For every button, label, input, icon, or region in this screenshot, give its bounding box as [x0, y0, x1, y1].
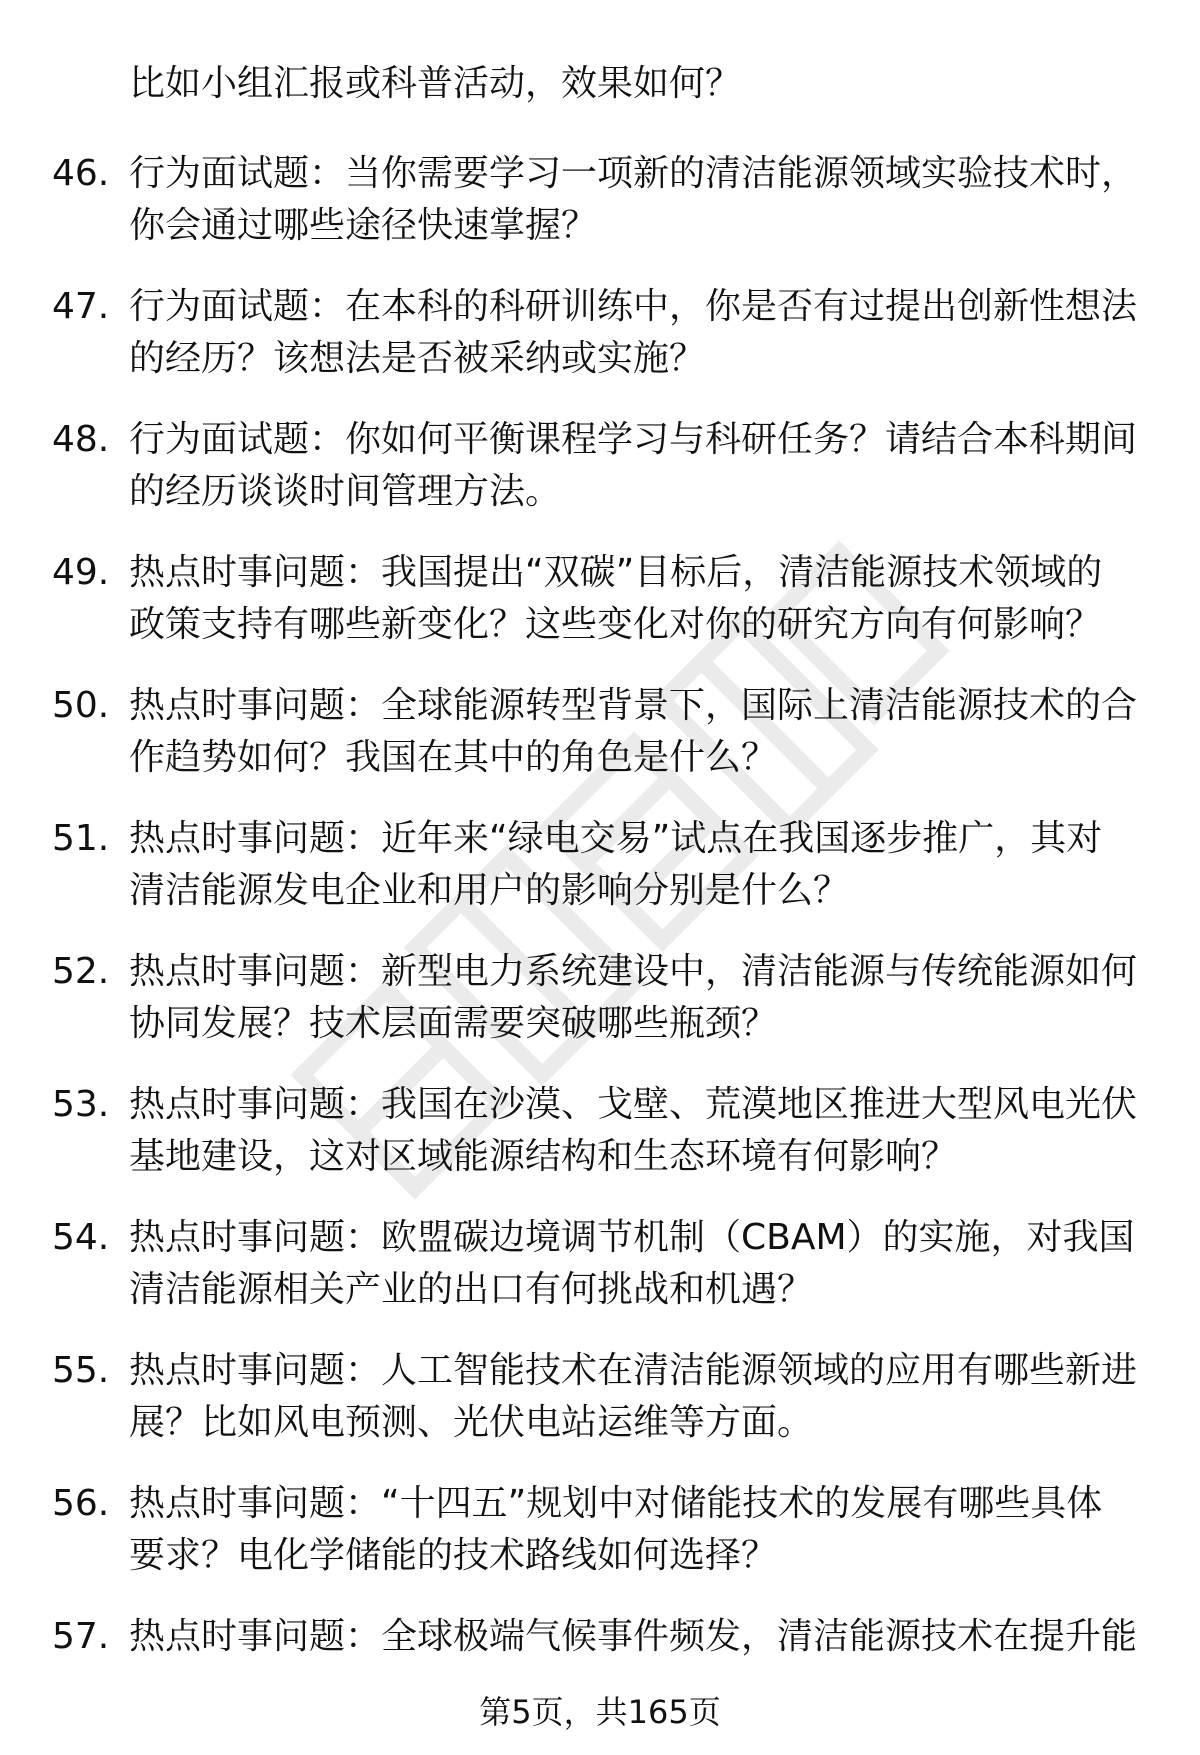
question-number: 48. [52, 419, 110, 460]
list-item [0, 414, 1200, 547]
list-item [0, 813, 1200, 946]
question-text [129, 946, 1139, 1050]
question-text [129, 148, 1139, 252]
list-item [0, 946, 1200, 1079]
question-line: 行为面试题：在本科的科研训练中，你是否有过提出创新性想法 [129, 286, 1138, 327]
list-item [0, 680, 1200, 813]
question-list [0, 148, 1200, 1744]
question-text [129, 1611, 1139, 1663]
question-line: 行为面试题：你如何平衡课程学习与科研任务？请结合本科期间 [129, 419, 1138, 460]
list-item [0, 281, 1200, 414]
question-number: 46. [52, 153, 110, 194]
question-number: 55. [52, 1350, 110, 1391]
question-text [129, 1079, 1139, 1183]
question-line: 你会通过哪些途径快速掌握？ [129, 205, 598, 246]
question-text [129, 1478, 1139, 1582]
list-item [0, 547, 1200, 680]
list-item [0, 1212, 1200, 1345]
question-number: 56. [52, 1483, 110, 1524]
question-number: 47. [52, 286, 110, 327]
question-line: 热点时事问题：全球极端气候事件频发，清洁能源技术在提升能 [129, 1616, 1138, 1657]
question-line: 行为面试题：当你需要学习一项新的清洁能源领域实验技术时， [129, 153, 1138, 194]
question-text [129, 1212, 1139, 1316]
question-text [129, 414, 1139, 518]
list-item [0, 1478, 1200, 1611]
question-number: 54. [52, 1217, 110, 1258]
question-line: 热点时事问题：我国提出“双碳”目标后，清洁能源技术领域的 [129, 552, 1103, 593]
question-line: 热点时事问题：新型电力系统建设中，清洁能源与传统能源如何 [129, 951, 1138, 992]
question-line: 热点时事问题：“十四五”规划中对储能技术的发展有哪些具体 [129, 1483, 1103, 1524]
question-number: 51. [52, 818, 110, 859]
question-line: 的经历？该想法是否被采纳或实施？ [129, 338, 706, 379]
question-line: 要求？电化学储能的技术路线如何选择？ [129, 1535, 778, 1576]
question-line: 热点时事问题：人工智能技术在清洁能源领域的应用有哪些新进 [129, 1350, 1138, 1391]
question-text [129, 813, 1139, 917]
list-item [0, 148, 1200, 281]
list-item [0, 1079, 1200, 1212]
question-text [129, 547, 1139, 651]
question-number: 50. [52, 685, 110, 726]
question-text [129, 680, 1139, 784]
question-line: 热点时事问题：全球能源转型背景下，国际上清洁能源技术的合 [129, 685, 1138, 726]
question-number: 49. [52, 552, 110, 593]
question-line: 展？比如风电预测、光伏电站运维等方面。 [129, 1402, 814, 1443]
question-line: 热点时事问题：近年来“绿电交易”试点在我国逐步推广，其对 [129, 818, 1103, 859]
question-line: 政策支持有哪些新变化？这些变化对你的研究方向有何影响？ [129, 604, 1102, 645]
question-number: 57. [52, 1616, 110, 1657]
question-number: 53. [52, 1084, 110, 1125]
question-line: 热点时事问题：欧盟碳边境调节机制（CBAM）的实施，对我国 [129, 1217, 1135, 1258]
question-text [129, 281, 1139, 385]
question-line: 清洁能源发电企业和用户的影响分别是什么？ [129, 870, 850, 911]
question-line: 基地建设，这对区域能源结构和生态环境有何影响？ [129, 1136, 958, 1177]
question-number: 52. [52, 951, 110, 992]
question-line: 热点时事问题：我国在沙漠、戈壁、荒漠地区推进大型风电光伏 [129, 1084, 1138, 1125]
question-line: 协同发展？技术层面需要突破哪些瓶颈？ [129, 1003, 778, 1044]
question-line: 作趋势如何？我国在其中的角色是什么？ [129, 737, 778, 778]
question-line: 清洁能源相关产业的出口有何挑战和机遇？ [129, 1269, 814, 1310]
page-footer: 第5页，共165页 [479, 1693, 721, 1731]
continuation-text: 比如小组汇报或科普活动，效果如何？ [129, 63, 742, 104]
question-line: 的经历谈谈时间管理方法。 [129, 471, 562, 512]
question-text [129, 1345, 1139, 1449]
list-item [0, 1345, 1200, 1478]
